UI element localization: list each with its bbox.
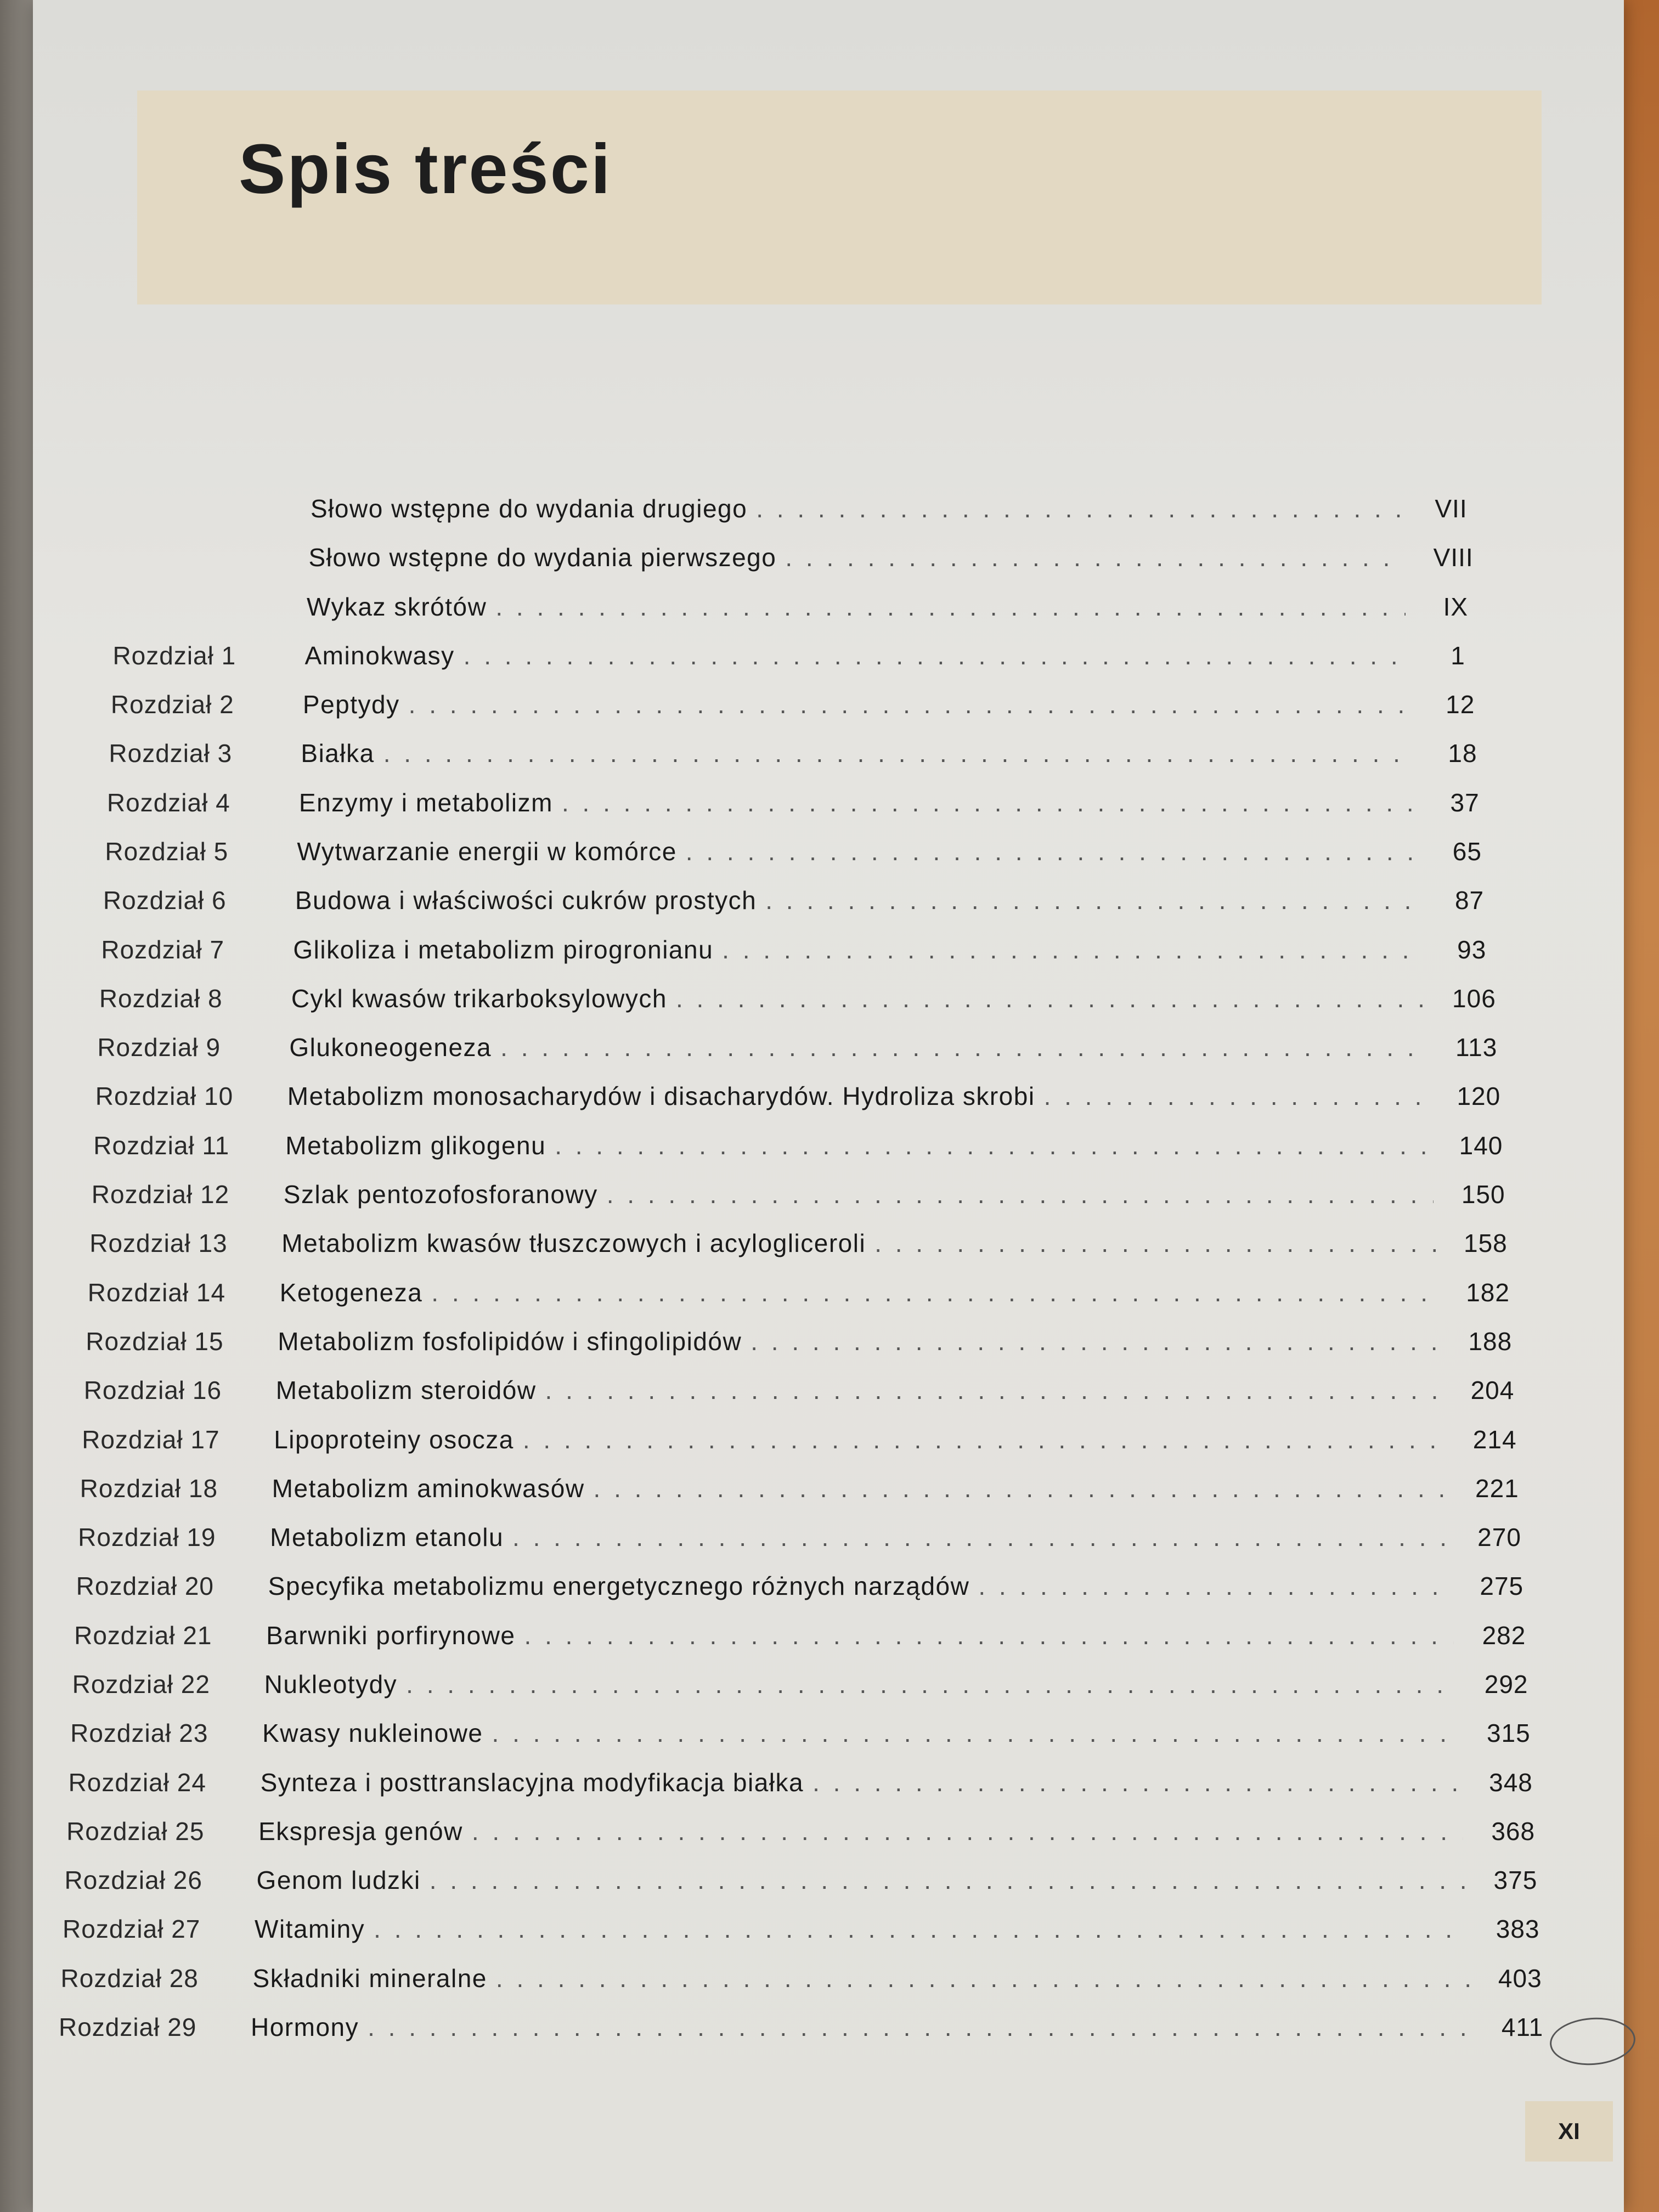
toc-chapter-label: Rozdział 19 [78,1523,216,1552]
toc-entry-title: Barwniki porfirynowe [266,1621,516,1650]
toc-chapter-label: Rozdział 23 [70,1719,208,1748]
toc-entry-title: Nukleotydy [264,1669,398,1699]
toc-entry [72,1669,1548,1708]
toc-chapter-label: Rozdział 29 [59,2013,197,2041]
toc-leader-dots [812,1768,1461,1797]
toc-page-number: 275 [1480,1572,1524,1601]
toc-chapter-label: Rozdział 6 [103,886,227,915]
toc-entry [92,1180,1525,1218]
toc-leader-dots [594,1474,1447,1503]
toc-page-number: 292 [1484,1669,1528,1699]
toc-page-number: VIII [1433,543,1474,572]
toc-page-number: 204 [1470,1376,1515,1405]
toc-leader-dots [1044,1081,1429,1111]
toc-entry-title: Metabolizm etanolu [270,1523,504,1552]
toc-page-number: 214 [1472,1425,1517,1454]
toc-entry-title: Enzymy i metabolizm [298,788,553,817]
toc-leader-dots [523,1425,1445,1454]
toc-entry-title: Lipoproteiny osocza [274,1425,514,1454]
toc-page-number: 158 [1464,1229,1508,1258]
toc-chapter-label: Rozdział 5 [105,837,229,866]
toc-entry-title: Metabolizm kwasów tłuszczowych i acylogliceroli [281,1229,866,1258]
toc-leader-dots [464,641,1408,670]
toc-entry-title: Kwasy nukleinowe [262,1719,483,1748]
toc-entry [119,494,1492,532]
toc-leader-dots [978,1571,1452,1601]
page-number-box [1525,2101,1613,2162]
toc-entry [105,837,1508,875]
toc-leader-dots [492,1718,1459,1748]
toc-entry [84,1375,1534,1414]
toc-entry [103,885,1511,924]
toc-chapter-label: Rozdział 14 [87,1278,226,1307]
toc-chapter-label: Rozdział 26 [64,1866,202,1895]
toc-leader-dots [785,543,1403,572]
toc-page-number: IX [1443,592,1469,621]
toc-page-number: 403 [1498,1963,1542,1993]
toc-entry [59,2012,1564,2051]
toc-leader-dots [472,1816,1463,1846]
toc-page-number: 113 [1455,1033,1498,1062]
table-of-contents [33,0,1624,2212]
toc-page-number: 12 [1446,690,1475,719]
toc-leader-dots [495,592,1406,622]
toc-entry [109,738,1504,777]
toc-leader-dots [722,935,1422,964]
toc-entry [63,1914,1559,1953]
toc-chapter-label: Rozdział 2 [110,690,234,719]
toc-leader-dots [368,2012,1472,2042]
toc-leader-dots [409,690,1410,719]
toc-page-number: 411 [1501,2013,1544,2041]
toc-leader-dots [545,1375,1443,1405]
toc-entry [99,984,1515,1022]
toc-page-number: 106 [1452,984,1496,1013]
toc-entry-title: Aminokwasy [304,641,455,670]
toc-chapter-label: Rozdział 1 [112,641,236,670]
toc-leader-dots [555,1131,1431,1160]
toc-entry [111,690,1502,728]
toc-entry [86,1327,1531,1365]
toc-entry-title: Metabolizm aminokwasów [272,1474,585,1503]
toc-entry-title: Peptydy [302,690,400,719]
toc-leader-dots [374,1914,1468,1944]
toc-entry-title: Wykaz skrótów [306,592,487,621]
toc-entry-title: Ekspresja genów [258,1816,463,1846]
toc-entry [93,1131,1522,1169]
toc-page-number: 188 [1468,1327,1513,1356]
toc-leader-dots [406,1669,1456,1699]
toc-entry [112,641,1499,679]
toc-page-number: 270 [1477,1523,1521,1552]
toc-leader-dots [496,1963,1470,1993]
toc-page-number: 120 [1457,1082,1501,1111]
toc-entry-title: Wytwarzanie energii w komórce [297,837,677,866]
toc-leader-dots [686,837,1418,866]
toc-entry [61,1963,1561,2002]
toc-page-number: 18 [1448,739,1477,768]
toc-chapter-label: Rozdział 28 [60,1963,199,1993]
toc-chapter-label: Rozdział 22 [72,1669,210,1699]
toc-entry [69,1768,1552,1806]
toc-chapter-label: Rozdział 13 [89,1229,228,1258]
toc-entry [66,1816,1554,1855]
toc-entry [95,1081,1520,1120]
page-number: XI [1558,2118,1580,2144]
toc-entry [115,592,1497,630]
toc-leader-dots [431,1278,1438,1307]
toc-entry [78,1522,1541,1561]
toc-chapter-label: Rozdział 15 [86,1327,224,1356]
toc-page-number: 140 [1459,1131,1503,1160]
toc-page-number: 150 [1461,1180,1505,1209]
toc-entry-title: Witaminy [255,1915,365,1944]
toc-chapter-label: Rozdział 8 [99,984,223,1013]
toc-entry-title: Słowo wstępne do wydania drugiego [311,494,748,523]
toc-chapter-label: Rozdział 18 [80,1474,218,1503]
toc-leader-dots [500,1032,1426,1062]
toc-entry-title: Metabolizm steroidów [275,1376,537,1405]
toc-entry [101,935,1513,973]
toc-entry-title: Metabolizm glikogenu [285,1131,546,1160]
toc-page-number: 315 [1486,1719,1531,1748]
toc-page-number: 375 [1493,1866,1538,1895]
toc-entry [89,1228,1527,1267]
toc-page-number: 37 [1450,788,1480,817]
toc-page-number: 368 [1491,1816,1536,1846]
toc-chapter-label: Rozdział 9 [97,1033,221,1062]
toc-page-number: 182 [1466,1278,1510,1307]
toc-leader-dots [383,738,1413,768]
toc-entry-title: Metabolizm fosfolipidów i sfingolipidów [278,1327,742,1356]
toc-entry-title: Cykl kwasów trikarboksylowych [291,984,667,1013]
toc-leader-dots [562,788,1415,817]
toc-chapter-label: Rozdział 20 [76,1572,214,1601]
toc-chapter-label: Rozdział 16 [83,1376,222,1405]
toc-leader-dots [607,1180,1434,1209]
toc-chapter-label: Rozdział 25 [66,1816,205,1846]
toc-entry-title: Specyfika metabolizmu energetycznego różnych narządów [268,1572,970,1601]
toc-entry [116,543,1494,581]
toc-leader-dots [676,984,1424,1013]
toc-entry-title: Szlak pentozofosforanowy [283,1180,598,1209]
toc-chapter-label: Rozdział 21 [74,1621,212,1650]
toc-entry-title: Glukoneogeneza [289,1033,492,1062]
toc-chapter-label: Rozdział 7 [101,935,225,964]
toc-chapter-label: Rozdział 17 [82,1425,220,1454]
toc-leader-dots [751,1327,1440,1356]
toc-entry-title: Genom ludzki [256,1866,421,1895]
book-page [33,0,1624,2212]
toc-leader-dots [765,885,1419,915]
toc-page-number: 93 [1457,935,1487,964]
toc-entry [107,788,1506,826]
toc-entry-title: Hormony [251,2013,359,2041]
toc-entry-title: Metabolizm monosacharydów i disacharydów. Hydroliza skrobi [287,1082,1035,1111]
toc-entry [80,1474,1538,1512]
toc-entry-title: Budowa i właściwości cukrów prostych [295,886,757,915]
toc-entry-title: Składniki mineralne [252,1963,487,1993]
page-title: Spis treści [239,130,612,208]
toc-chapter-label: Rozdział 10 [95,1082,234,1111]
toc-entry-title: Glikoliza i metabolizm pirogronianu [293,935,714,964]
toc-entry-title: Białka [301,739,375,768]
toc-chapter-label: Rozdział 3 [109,739,233,768]
toc-leader-dots [524,1621,1454,1650]
toc-entry [82,1425,1536,1463]
toc-chapter-label: Rozdział 27 [63,1915,201,1944]
toc-entry [76,1571,1543,1610]
toc-leader-dots [512,1522,1449,1552]
toc-chapter-label: Rozdział 11 [93,1131,230,1160]
toc-chapter-label: Rozdział 12 [91,1180,230,1209]
toc-entry [74,1621,1545,1659]
toc-entry [70,1718,1550,1757]
toc-page-number: 221 [1475,1474,1519,1503]
toc-entry [88,1278,1529,1316]
toc-page-number: 87 [1454,886,1485,915]
toc-page-number: VII [1435,494,1468,523]
toc-entry [65,1865,1557,1904]
toc-page-number: 65 [1452,837,1482,866]
toc-entry-title: Synteza i posttranslacyjna modyfikacja białka [260,1768,804,1797]
toc-page-number: 348 [1489,1768,1533,1797]
toc-leader-dots [430,1865,1466,1895]
toc-entry-title: Ketogeneza [279,1278,423,1307]
toc-entry-title: Słowo wstępne do wydania pierwszego [308,543,777,572]
toc-leader-dots [874,1228,1436,1258]
toc-chapter-label: Rozdział 4 [106,788,230,817]
toc-page-number: 282 [1482,1621,1526,1650]
toc-leader-dots [756,494,1401,523]
toc-page-number: 1 [1451,641,1465,670]
toc-chapter-label: Rozdział 24 [68,1768,206,1797]
toc-page-number: 383 [1496,1915,1540,1944]
toc-entry [97,1032,1517,1071]
